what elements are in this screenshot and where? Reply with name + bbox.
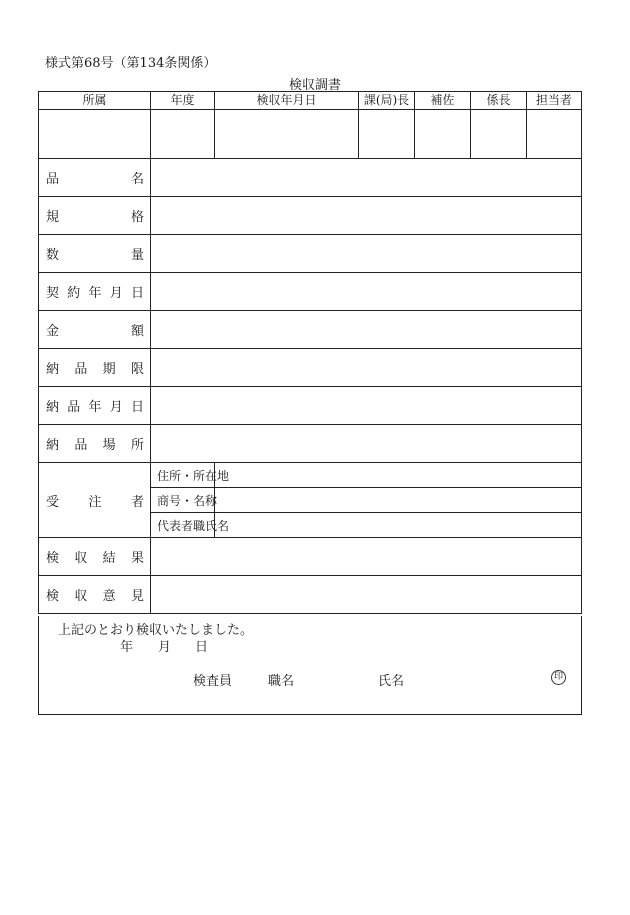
inspection-form-table [38,91,582,614]
label-amount: 金 額 [39,311,151,349]
document-title: 検収調書 [288,78,341,93]
contractor-representative-field[interactable] [215,513,582,538]
header-assistant: 補佐 [415,92,471,110]
assistant-stamp-field[interactable] [415,110,471,159]
row-inspection-opinion [39,576,582,614]
inspection-opinion-field[interactable] [151,576,582,614]
label-contractor: 受 注 者 [39,463,151,538]
header-fiscal-year: 年度 [151,92,215,110]
row-delivery-place [39,425,582,463]
label-delivery-date: 納 品 年 月 日 [39,387,151,425]
header-row [39,92,582,110]
label-inspection-result: 検 収 結 果 [39,538,151,576]
specification-field[interactable] [151,197,582,235]
label-contractor-representative: 代表者職氏名 [151,513,215,538]
label-item-name: 品 名 [39,159,151,197]
row-inspection-result [39,538,582,576]
item-name-field[interactable] [151,159,582,197]
row-item-name [39,159,582,197]
cert-day-label: 日 [195,640,209,655]
delivery-place-field[interactable] [151,425,582,463]
department-field[interactable] [39,110,151,159]
section-chief-stamp-field[interactable] [359,110,415,159]
label-inspection-opinion: 検 収 意 見 [39,576,151,614]
amount-field[interactable] [151,311,582,349]
label-contractor-company: 商号・名称 [151,488,215,513]
row-amount [39,311,582,349]
row-quantity [39,235,582,273]
header-department: 所属 [39,92,151,110]
cert-month-label: 月 [158,640,172,655]
row-delivery-date [39,387,582,425]
inspection-result-field[interactable] [151,538,582,576]
row-contract-date [39,273,582,311]
header-section-chief: 課(局)長 [359,92,415,110]
header-subsection-chief: 係長 [471,92,527,110]
contract-date-field[interactable] [151,273,582,311]
label-quantity: 数 量 [39,235,151,273]
inspection-date-field[interactable] [215,110,359,159]
label-delivery-deadline: 納 品 期 限 [39,349,151,387]
cert-year-label: 年 [120,640,134,655]
person-in-charge-stamp-field[interactable] [527,110,582,159]
row-delivery-deadline [39,349,582,387]
form-number: 様式第68号（第134条関係） [45,56,217,71]
contractor-company-field[interactable] [215,488,582,513]
position-label: 職名 [268,674,295,689]
header-entry-row [39,110,582,159]
contractor-address-field[interactable] [215,463,582,488]
label-contract-date: 契 約 年 月 日 [39,273,151,311]
subsection-chief-stamp-field[interactable] [471,110,527,159]
inspector-label: 検査員 [193,674,233,689]
fiscal-year-field[interactable] [151,110,215,159]
row-specification [39,197,582,235]
name-label: 氏名 [378,674,405,689]
label-delivery-place: 納 品 場 所 [39,425,151,463]
header-person-in-charge: 担当者 [527,92,582,110]
seal-mark-icon: 印 [551,670,566,685]
row-contractor-address [39,463,582,488]
delivery-date-field[interactable] [151,387,582,425]
quantity-field[interactable] [151,235,582,273]
label-contractor-address: 住所・所在地 [151,463,215,488]
header-inspection-date: 検収年月日 [215,92,359,110]
label-specification: 規 格 [39,197,151,235]
certification-box [38,616,582,715]
certification-statement: 上記のとおり検収いたしました。 [58,623,254,638]
delivery-deadline-field[interactable] [151,349,582,387]
